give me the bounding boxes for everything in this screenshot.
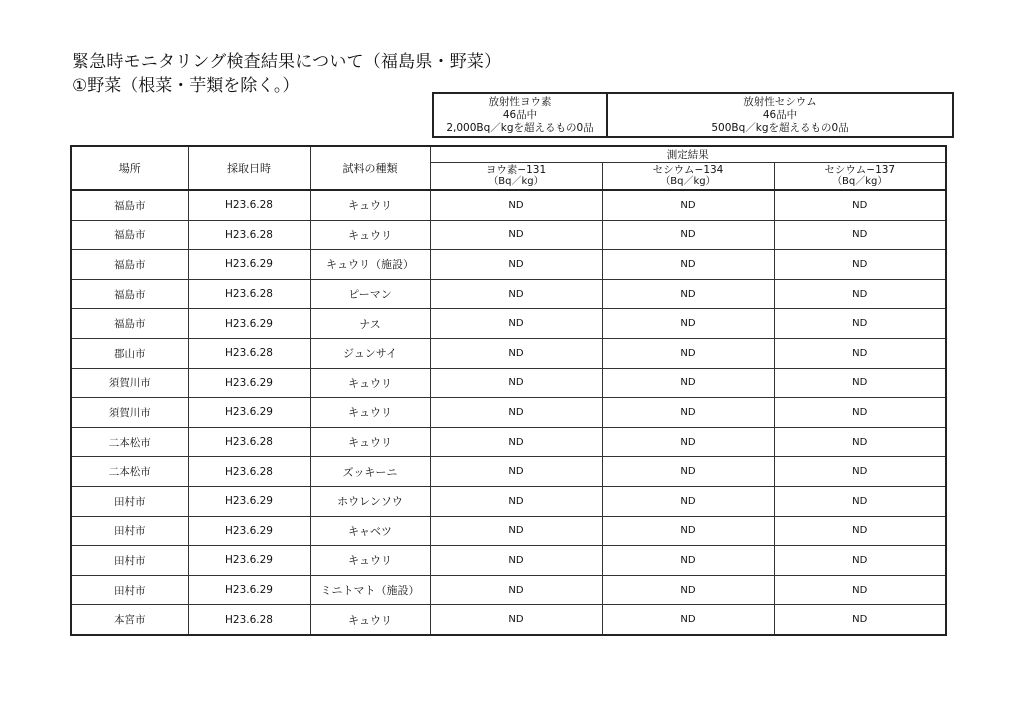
cell-cs137: ND — [774, 338, 946, 368]
table-row — [71, 575, 946, 605]
cell-i131: ND — [430, 546, 602, 576]
cell-item: ピーマン — [310, 279, 430, 309]
header-cs134 — [602, 163, 774, 191]
cell-cs137: ND — [774, 220, 946, 250]
cell-i131: ND — [430, 368, 602, 398]
header-date: 採取日時 — [188, 146, 310, 190]
table-row — [71, 250, 946, 280]
cell-i131: ND — [430, 190, 602, 220]
summary-cesium-cell — [607, 93, 953, 137]
cell-cs137: ND — [774, 250, 946, 280]
cell-date: H23.6.29 — [188, 309, 310, 339]
table-row — [71, 190, 946, 220]
cell-item: キュウリ — [310, 368, 430, 398]
cell-item: ズッキーニ — [310, 457, 430, 487]
cell-place: 福島市 — [71, 279, 188, 309]
cell-i131: ND — [430, 279, 602, 309]
cell-place: 郡山市 — [71, 338, 188, 368]
cell-place: 田村市 — [71, 546, 188, 576]
cell-i131: ND — [430, 486, 602, 516]
cell-date: H23.6.29 — [188, 575, 310, 605]
cell-date: H23.6.29 — [188, 486, 310, 516]
cell-date: H23.6.29 — [188, 398, 310, 428]
table-row — [71, 486, 946, 516]
cell-cs134: ND — [602, 338, 774, 368]
cell-cs134: ND — [602, 516, 774, 546]
summary-cesium-threshold: 500Bq／kgを超えるもの0品 — [711, 121, 849, 134]
cell-cs134: ND — [602, 605, 774, 635]
summary-iodine-count: 46品中 — [502, 108, 538, 121]
cell-date: H23.6.28 — [188, 457, 310, 487]
cell-place: 須賀川市 — [71, 398, 188, 428]
cell-cs134: ND — [602, 250, 774, 280]
cell-cs134: ND — [602, 398, 774, 428]
cell-cs134: ND — [602, 368, 774, 398]
cell-i131: ND — [430, 338, 602, 368]
document-subtitle: ①野菜（根菜・芋類を除く。） — [72, 76, 300, 96]
document-title: 緊急時モニタリング検査結果について（福島県・野菜） — [72, 52, 502, 72]
cell-date: H23.6.28 — [188, 220, 310, 250]
cell-i131: ND — [430, 427, 602, 457]
cell-cs137: ND — [774, 457, 946, 487]
cell-date: H23.6.28 — [188, 605, 310, 635]
cell-place: 福島市 — [71, 250, 188, 280]
cell-item: キュウリ — [310, 190, 430, 220]
cell-cs134: ND — [602, 190, 774, 220]
cell-cs134: ND — [602, 279, 774, 309]
header-i131-unit: （Bq／kg） — [488, 176, 544, 187]
cell-cs134: ND — [602, 309, 774, 339]
cell-cs134: ND — [602, 427, 774, 457]
cell-cs137: ND — [774, 368, 946, 398]
table-row — [71, 457, 946, 487]
summary-iodine-threshold: 2,000Bq／kgを超えるもの0品 — [446, 121, 594, 134]
table-row — [71, 546, 946, 576]
cell-place: 本宮市 — [71, 605, 188, 635]
cell-cs137: ND — [774, 427, 946, 457]
cell-cs137: ND — [774, 546, 946, 576]
cell-i131: ND — [430, 575, 602, 605]
cell-cs134: ND — [602, 486, 774, 516]
cell-item: キュウリ — [310, 427, 430, 457]
header-row-top — [71, 146, 946, 163]
cell-cs134: ND — [602, 575, 774, 605]
cell-i131: ND — [430, 309, 602, 339]
header-i131-label: ヨウ素−131 — [485, 164, 547, 176]
cell-date: H23.6.29 — [188, 250, 310, 280]
cell-cs137: ND — [774, 279, 946, 309]
cell-place: 二本松市 — [71, 427, 188, 457]
cell-item: ホウレンソウ — [310, 486, 430, 516]
cell-cs134: ND — [602, 220, 774, 250]
table-row — [71, 338, 946, 368]
cell-item: キュウリ（施設） — [310, 250, 430, 280]
cell-i131: ND — [430, 250, 602, 280]
cell-item: キュウリ — [310, 398, 430, 428]
cell-place: 福島市 — [71, 220, 188, 250]
header-i131 — [430, 163, 602, 191]
table-row — [71, 279, 946, 309]
cell-item: キャベツ — [310, 516, 430, 546]
summary-iodine-label: 放射性ヨウ素 — [488, 95, 552, 108]
cell-cs137: ND — [774, 398, 946, 428]
results-table — [70, 145, 947, 636]
cell-item: ミニトマト（施設） — [310, 575, 430, 605]
cell-item: キュウリ — [310, 605, 430, 635]
cell-place: 田村市 — [71, 575, 188, 605]
table-row — [71, 516, 946, 546]
cell-item: キュウリ — [310, 220, 430, 250]
cell-i131: ND — [430, 605, 602, 635]
cell-place: 二本松市 — [71, 457, 188, 487]
cell-date: H23.6.29 — [188, 368, 310, 398]
cell-cs137: ND — [774, 605, 946, 635]
header-place: 場所 — [71, 146, 188, 190]
header-cs137-label: セシウム−137 — [824, 164, 896, 176]
cell-place: 福島市 — [71, 190, 188, 220]
header-cs134-unit: （Bq／kg） — [660, 176, 716, 187]
cell-date: H23.6.28 — [188, 338, 310, 368]
cell-cs137: ND — [774, 575, 946, 605]
cell-cs137: ND — [774, 309, 946, 339]
cell-i131: ND — [430, 516, 602, 546]
cell-item: ジュンサイ — [310, 338, 430, 368]
header-cs134-label: セシウム−134 — [652, 164, 724, 176]
cell-i131: ND — [430, 220, 602, 250]
header-item: 試料の種類 — [310, 146, 430, 190]
cell-i131: ND — [430, 398, 602, 428]
table-row — [71, 220, 946, 250]
cell-date: H23.6.28 — [188, 190, 310, 220]
header-result-group: 測定結果 — [430, 146, 946, 163]
header-cs137-unit: （Bq／kg） — [832, 176, 888, 187]
table-row — [71, 309, 946, 339]
cell-cs134: ND — [602, 457, 774, 487]
cell-place: 福島市 — [71, 309, 188, 339]
cell-cs137: ND — [774, 486, 946, 516]
cell-date: H23.6.29 — [188, 546, 310, 576]
summary-row — [433, 93, 953, 137]
summary-iodine-cell — [433, 93, 607, 137]
summary-table — [432, 92, 954, 138]
cell-cs137: ND — [774, 190, 946, 220]
cell-item: キュウリ — [310, 546, 430, 576]
table-row — [71, 368, 946, 398]
summary-cesium-label: 放射性セシウム — [743, 95, 817, 108]
table-row — [71, 427, 946, 457]
cell-item: ナス — [310, 309, 430, 339]
summary-cesium-count: 46品中 — [762, 108, 798, 121]
cell-date: H23.6.28 — [188, 279, 310, 309]
cell-place: 田村市 — [71, 516, 188, 546]
cell-cs134: ND — [602, 546, 774, 576]
header-cs137 — [774, 163, 946, 191]
cell-date: H23.6.28 — [188, 427, 310, 457]
cell-i131: ND — [430, 457, 602, 487]
cell-place: 田村市 — [71, 486, 188, 516]
table-row — [71, 398, 946, 428]
cell-cs137: ND — [774, 516, 946, 546]
table-row — [71, 605, 946, 635]
cell-date: H23.6.29 — [188, 516, 310, 546]
cell-place: 須賀川市 — [71, 368, 188, 398]
